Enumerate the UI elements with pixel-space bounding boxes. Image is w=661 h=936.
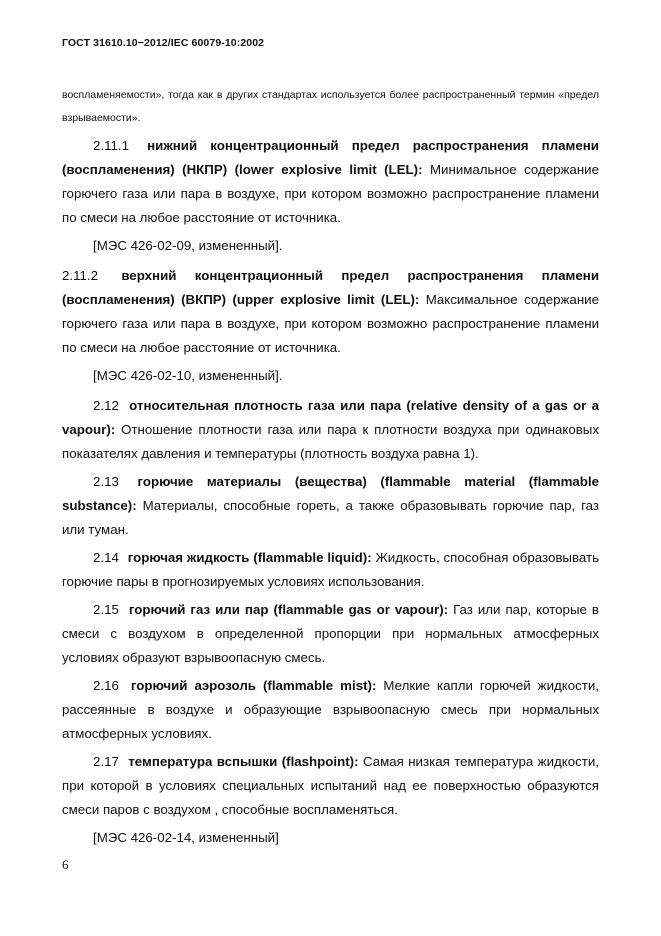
term-2-14 (62, 546, 599, 594)
term-definition: Жидкость, способная образовывать горючие пары в прогнозируемых условиях использования. (62, 550, 599, 589)
term-title: верхний концентрационный предел распространения пламени (воспламенения) (ВКПР) (upper explosive limit (LEL): (62, 268, 599, 307)
term-title: относительная плотность газа или пара (relative density of a gas or a vapour): (62, 398, 599, 437)
term-title: горючий аэрозоль (flammable mist): (130, 678, 377, 693)
term-title: горючая жидкость (flammable liquid): (127, 550, 372, 565)
term-2-15 (62, 598, 599, 670)
term-definition: Максимальное содержание горючего газа или пара в воздухе, при котором возможно распространение пламени по смеси на любое расстояние от источника. (62, 292, 599, 355)
term-number: 2.12 (93, 398, 119, 413)
term-number: 2.14 (93, 550, 119, 565)
intro-paragraph: воспламеняемости», тогда как в других стандартах используется более распространенный термин «предел взрываемости». (62, 89, 599, 124)
term-definition: Материалы, способные гореть, а также образовывать горючие пар, газ или туман. (62, 498, 599, 537)
term-definition: Самая низкая температура жидкости, при которой в условиях специальных испытаний над ее поверхностью образуются смеси паров с воздухом , способные воспламеняться. (62, 754, 599, 817)
term-title: горючие материалы (вещества) (flammable material (flammable substance): (62, 474, 599, 513)
term-2-13 (62, 470, 599, 542)
term-title: горючий газ или пар (flammable gas or vapour): (128, 602, 449, 617)
term-number: 2.16 (93, 678, 119, 693)
term-title: нижний концентрационный предел распространения пламени (воспламенения) (НКПР) (lower explosive limit (LEL): (62, 138, 599, 177)
page-number: 6 (62, 857, 69, 872)
document-header: ГОСТ 31610.10−2012/IEC 60079-10:2002 (62, 37, 265, 49)
term-number: 2.15 (93, 602, 119, 617)
term-number: 2.11.2 (62, 268, 98, 283)
term-definition: Газ или пар, которые в смеси с воздухом в определенной пропорции при нормальных атмосферных условиях образуют взрывоопасную смесь. (62, 602, 599, 665)
document-body (62, 84, 599, 856)
term-number: 2.11.1 (93, 138, 129, 153)
term-title: температура вспышки (flashpoint): (128, 754, 359, 769)
term-reference: [МЭС 426-02-10, измененный]. (93, 368, 283, 383)
term-2-11-1 (62, 134, 599, 230)
term-number: 2.17 (93, 754, 119, 769)
term-reference: [МЭС 426-02-14, измененный] (93, 830, 279, 845)
term-2-12 (62, 394, 599, 466)
term-2-16 (62, 674, 599, 746)
term-2-17 (62, 750, 599, 822)
term-number: 2.13 (93, 474, 119, 489)
term-definition: Минимальное содержание горючего газа или пара в воздухе, при котором возможно распространение пламени по смеси на любое расстояние от источника. (62, 162, 599, 225)
term-2-11-2 (62, 264, 599, 360)
term-definition: Мелкие капли горючей жидкости, рассеянные в воздухе и образующие взрывоопасную смесь при нормальных атмосферных условиях. (62, 678, 599, 741)
term-definition: Отношение плотности газа или пара к плотности воздуха при одинаковых показателях давления и температуры (плотность воздуха равна 1). (62, 422, 600, 461)
term-reference: [МЭС 426-02-09, измененный]. (93, 238, 283, 253)
